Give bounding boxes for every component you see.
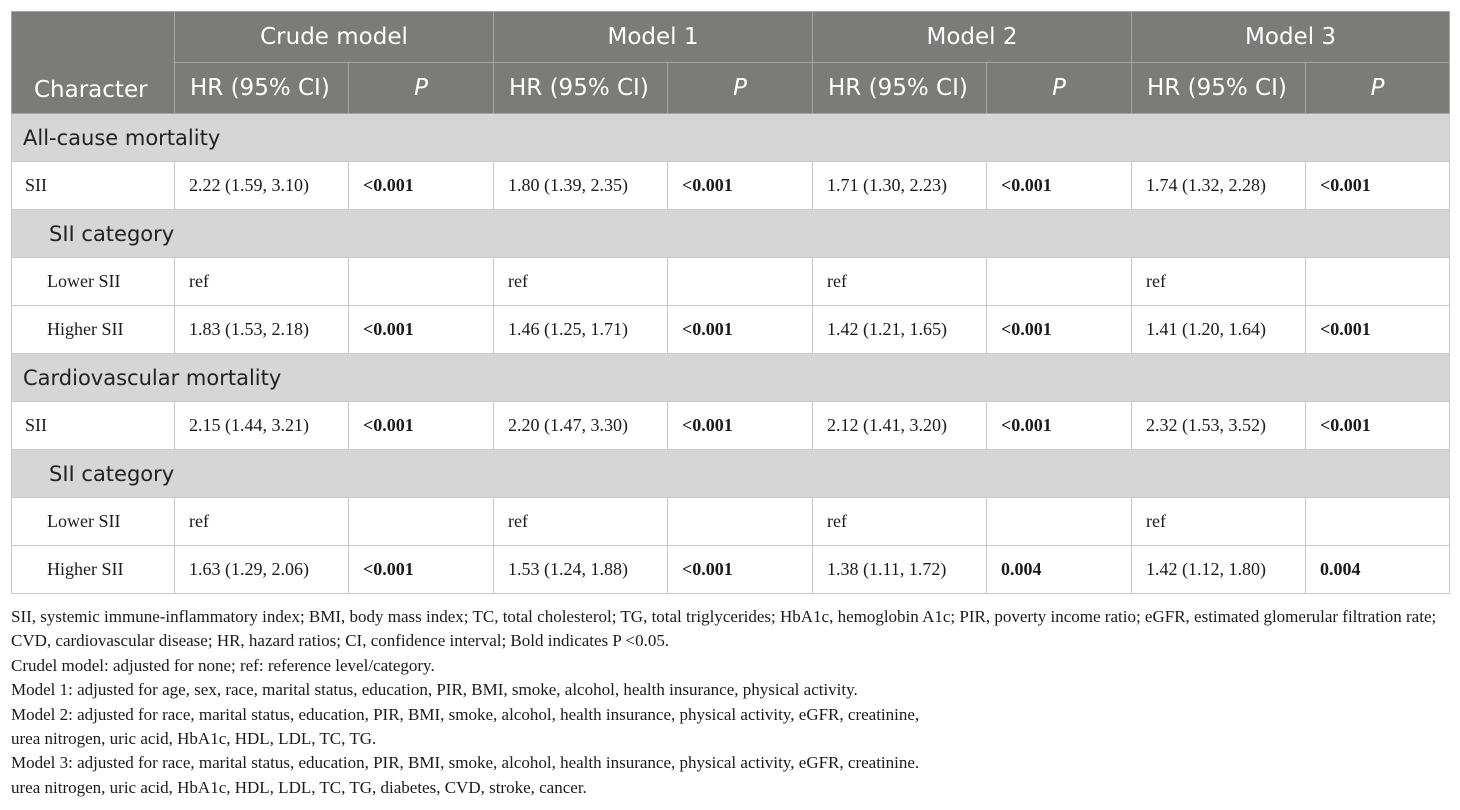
- footnote: SII, systemic immune-inflammatory index; BMI, body mass index; TC, total cholesterol; TG, total triglycerides; HbA1c, hemoglobin A1c; PIR, poverty income ratio; eGFR, estimated glomerular filtration rate; CVD, cardiovascular disease; HR, hazard ratios; CI, confidence interval; Bold indicates P <0.05.: [11, 607, 1437, 651]
- p-cell: <0.001: [1306, 306, 1450, 354]
- hr-cell: 1.42 (1.12, 1.80): [1132, 546, 1306, 594]
- subsection-row: [12, 450, 1450, 498]
- p-cell: <0.001: [987, 306, 1132, 354]
- table-row: [12, 306, 1450, 354]
- row-label: SII: [12, 162, 175, 210]
- hr-cell: 1.38 (1.11, 1.72): [813, 546, 987, 594]
- hr-cell: 2.22 (1.59, 3.10): [175, 162, 349, 210]
- table-footnotes: [11, 605, 1451, 800]
- hr-cell: 1.74 (1.32, 2.28): [1132, 162, 1306, 210]
- hr-cell: ref: [175, 498, 349, 546]
- p-cell: <0.001: [349, 162, 494, 210]
- model-header: Crude model: [175, 12, 494, 63]
- hr-cell: 1.80 (1.39, 2.35): [494, 162, 668, 210]
- hr-cell: ref: [1132, 498, 1306, 546]
- p-column-header: P: [1306, 63, 1450, 114]
- row-label: Higher SII: [12, 546, 175, 594]
- table-row: [12, 498, 1450, 546]
- p-cell: <0.001: [1306, 402, 1450, 450]
- character-header: Character: [12, 12, 175, 114]
- subsection-row: [12, 210, 1450, 258]
- p-cell: <0.001: [349, 306, 494, 354]
- hr-column-header: HR (95% CI): [813, 63, 987, 114]
- p-cell: 0.004: [987, 546, 1132, 594]
- footnote: Model 2: adjusted for race, marital status, education, PIR, BMI, smoke, alcohol, health insurance, physical activity, eGFR, creatinine,: [11, 704, 920, 724]
- hr-cell: ref: [494, 498, 668, 546]
- hr-cell: 1.83 (1.53, 2.18): [175, 306, 349, 354]
- hr-cell: 1.46 (1.25, 1.71): [494, 306, 668, 354]
- hr-cell: ref: [813, 258, 987, 306]
- table-row: [12, 258, 1450, 306]
- hr-cell: 2.20 (1.47, 3.30): [494, 402, 668, 450]
- row-label: Lower SII: [12, 258, 175, 306]
- row-label: Lower SII: [12, 498, 175, 546]
- p-cell: <0.001: [1306, 162, 1450, 210]
- p-column-header: P: [668, 63, 813, 114]
- hr-cell: 1.41 (1.20, 1.64): [1132, 306, 1306, 354]
- p-cell: [349, 258, 494, 306]
- p-cell: [1306, 258, 1450, 306]
- hr-cell: 1.63 (1.29, 2.06): [175, 546, 349, 594]
- hr-cell: ref: [175, 258, 349, 306]
- hr-cell: 2.15 (1.44, 3.21): [175, 402, 349, 450]
- hr-cell: 1.53 (1.24, 1.88): [494, 546, 668, 594]
- hr-cell: ref: [494, 258, 668, 306]
- p-cell: <0.001: [987, 162, 1132, 210]
- p-column-header: P: [349, 63, 494, 114]
- hr-cell: 2.32 (1.53, 3.52): [1132, 402, 1306, 450]
- footnote: Model 3: adjusted for race, marital status, education, PIR, BMI, smoke, alcohol, health insurance, physical activity, eGFR, creatinine.: [11, 753, 920, 773]
- p-cell: <0.001: [349, 546, 494, 594]
- row-label: Higher SII: [12, 306, 175, 354]
- p-cell: [668, 258, 813, 306]
- p-cell: <0.001: [668, 162, 813, 210]
- subsection-title: SII category: [12, 210, 1450, 258]
- footnote: urea nitrogen, uric acid, HbA1c, HDL, LDL, TC, TG, diabetes, CVD, stroke, cancer.: [11, 777, 587, 797]
- hr-cell: 2.12 (1.41, 3.20): [813, 402, 987, 450]
- p-cell: <0.001: [668, 306, 813, 354]
- hr-column-header: HR (95% CI): [175, 63, 349, 114]
- p-cell: [349, 498, 494, 546]
- p-cell: [987, 258, 1132, 306]
- footnote: urea nitrogen, uric acid, HbA1c, HDL, LDL, TC, TG.: [11, 729, 377, 749]
- results-table: [11, 11, 1450, 594]
- p-column-header: P: [987, 63, 1132, 114]
- table-row: [12, 402, 1450, 450]
- section-title: Cardiovascular mortality: [12, 354, 1450, 402]
- p-cell: [1306, 498, 1450, 546]
- footnote: Model 1: adjusted for age, sex, race, marital status, education, PIR, BMI, smoke, alcohol, health insurance, physical activity.: [11, 680, 858, 700]
- section-row: [12, 114, 1450, 162]
- hr-cell: 1.42 (1.21, 1.65): [813, 306, 987, 354]
- model-header: Model 1: [494, 12, 813, 63]
- section-row: [12, 354, 1450, 402]
- p-cell: <0.001: [668, 402, 813, 450]
- hr-cell: 1.71 (1.30, 2.23): [813, 162, 987, 210]
- table-row: [12, 546, 1450, 594]
- footnote: Crudel model: adjusted for none; ref: reference level/category.: [11, 655, 435, 675]
- model-header: Model 2: [813, 12, 1132, 63]
- p-cell: [668, 498, 813, 546]
- subsection-title: SII category: [12, 450, 1450, 498]
- p-cell: [987, 498, 1132, 546]
- p-cell: <0.001: [987, 402, 1132, 450]
- p-cell: <0.001: [668, 546, 813, 594]
- row-label: SII: [12, 402, 175, 450]
- model-header: Model 3: [1132, 12, 1450, 63]
- hr-column-header: HR (95% CI): [1132, 63, 1306, 114]
- hr-column-header: HR (95% CI): [494, 63, 668, 114]
- section-title: All-cause mortality: [12, 114, 1450, 162]
- hr-cell: ref: [813, 498, 987, 546]
- table-row: [12, 162, 1450, 210]
- p-cell: <0.001: [349, 402, 494, 450]
- p-cell: 0.004: [1306, 546, 1450, 594]
- hr-cell: ref: [1132, 258, 1306, 306]
